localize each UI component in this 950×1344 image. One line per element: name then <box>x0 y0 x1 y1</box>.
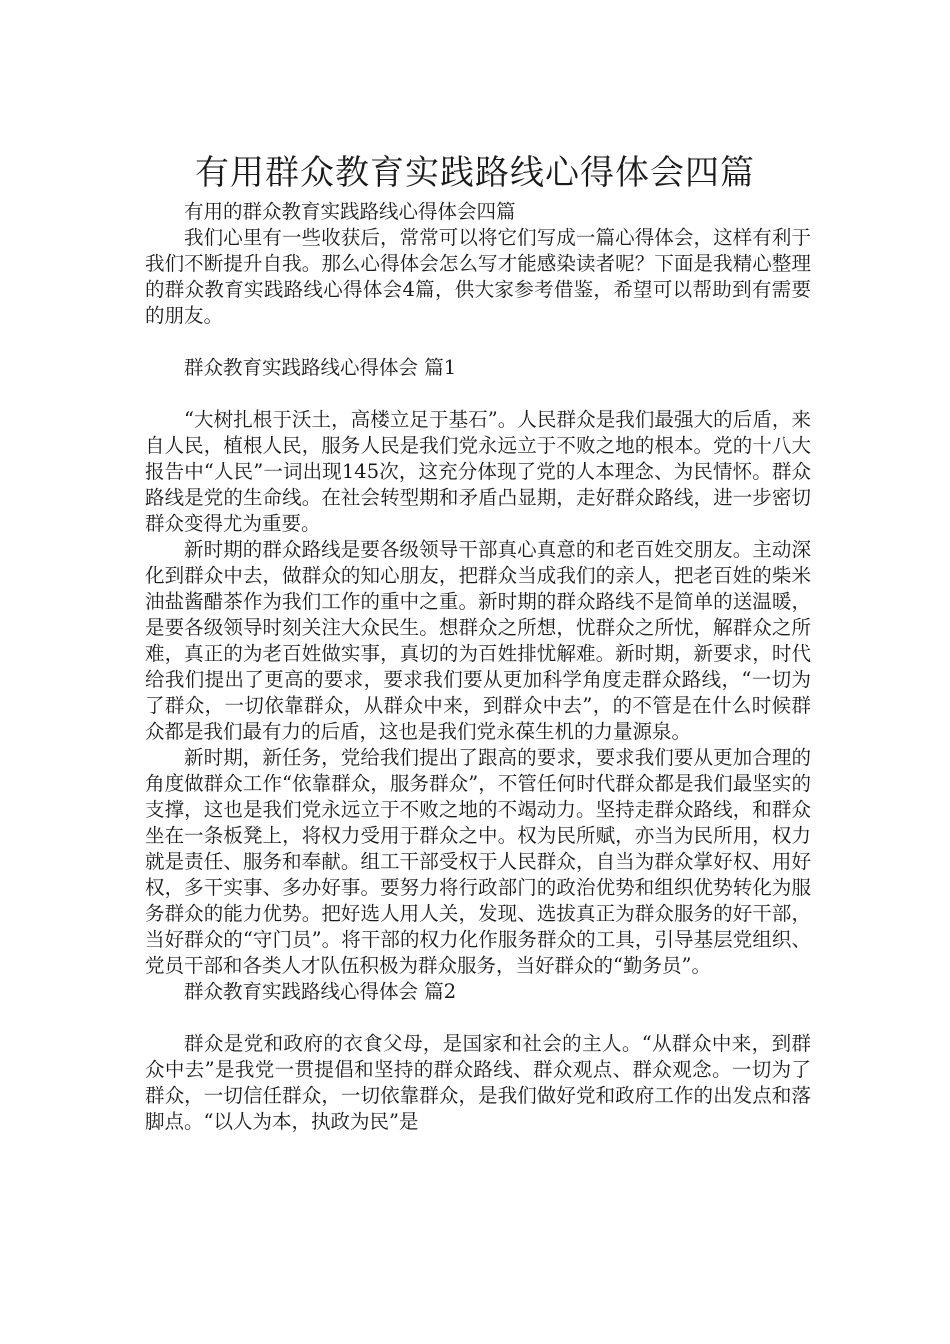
document-subtitle: 有用的群众教育实践路线心得体会四篇 <box>184 200 516 223</box>
section-1-paragraph-2: 新时期的群众路线是要各级领导干部真心真意的和老百姓交朋友。主动深化到群众中去，做群众的知心朋友，把群众当成我们的亲人，把老百姓的柴米油盐酱醋茶作为我们工作的重中之重。新时期的群众路线不是简单的送温暖，是要各级领导时刻关注大众民生。想群众之所想，忧群众之所忧，解群众之所难，真正的为老百姓做实事，真切的为百姓排忧解难。新时期，新要求，时代给我们提出了更高的要求，要求我们要从更加科学角度走群众路线，“一切为了群众，一切依靠群众，从群众中来，到群众中去”，的不管是在什么时候群众都是我们最有力的后盾，这也是我们党永葆生机的力量源泉。 <box>145 538 811 743</box>
section-1-heading: 群众教育实践路线心得体会 篇1 <box>184 356 457 379</box>
section-1-paragraph-1: “大树扎根于沃土，高楼立足于基石”。人民群众是我们最强大的后盾，来自人民，植根人民，服务人民是我们党永远立于不败之地的根本。党的十八大报告中“人民”一词出现145次，这充分体现了党的人本理念、为民情怀。群众路线是党的生命线。在社会转型期和矛盾凸显期，走好群众路线，进一步密切群众变得尤为重要。 <box>145 408 811 535</box>
section-2-paragraph-1: 群众是党和政府的衣食父母，是国家和社会的主人。“从群众中来，到群众中去”是我党一贯提倡和坚持的群众路线、群众观点、群众观念。一切为了群众，一切信任群众，一切依靠群众，是我们做好党和政府工作的出发点和落脚点。“以人为本，执政为民”是 <box>145 1032 811 1133</box>
document-title: 有用群众教育实践路线心得体会四篇 <box>195 152 755 193</box>
section-2-heading: 群众教育实践路线心得体会 篇2 <box>184 980 457 1003</box>
section-1-paragraph-3: 新时期，新任务，党给我们提出了跟高的要求，要求我们要从更加合理的角度做群众工作“依靠群众，服务群众”，不管任何时代群众都是我们最坚实的支撑，这也是我们党永远立于不败之地的不竭动力。坚持走群众路线，和群众坐在一条板凳上，将权力受用于群众之中。权为民所赋，亦当为民所用，权力就是责任、服务和奉献。组工干部受权于人民群众，自当为群众掌好权、用好权，多干实事、多办好事。要努力将行政部门的政治优势和组织优势转化为服务群众的能力优势。把好选人用人关，发现、选拔真正为群众服务的好干部，当好群众的“守门员”。将干部的权力化作服务群众的工具，引导基层党组织、党员干部和各类人才队伍积极为群众服务，当好群众的“勤务员”。 <box>145 746 811 977</box>
document-body <box>145 199 811 1135</box>
intro-paragraph: 我们心里有一些收获后，常常可以将它们写成一篇心得体会，这样有利于我们不断提升自我。那么心得体会怎么写才能感染读者呢？下面是我精心整理的群众教育实践路线心得体会4篇，供大家参考借鉴，希望可以帮助到有需要的朋友。 <box>145 226 811 327</box>
